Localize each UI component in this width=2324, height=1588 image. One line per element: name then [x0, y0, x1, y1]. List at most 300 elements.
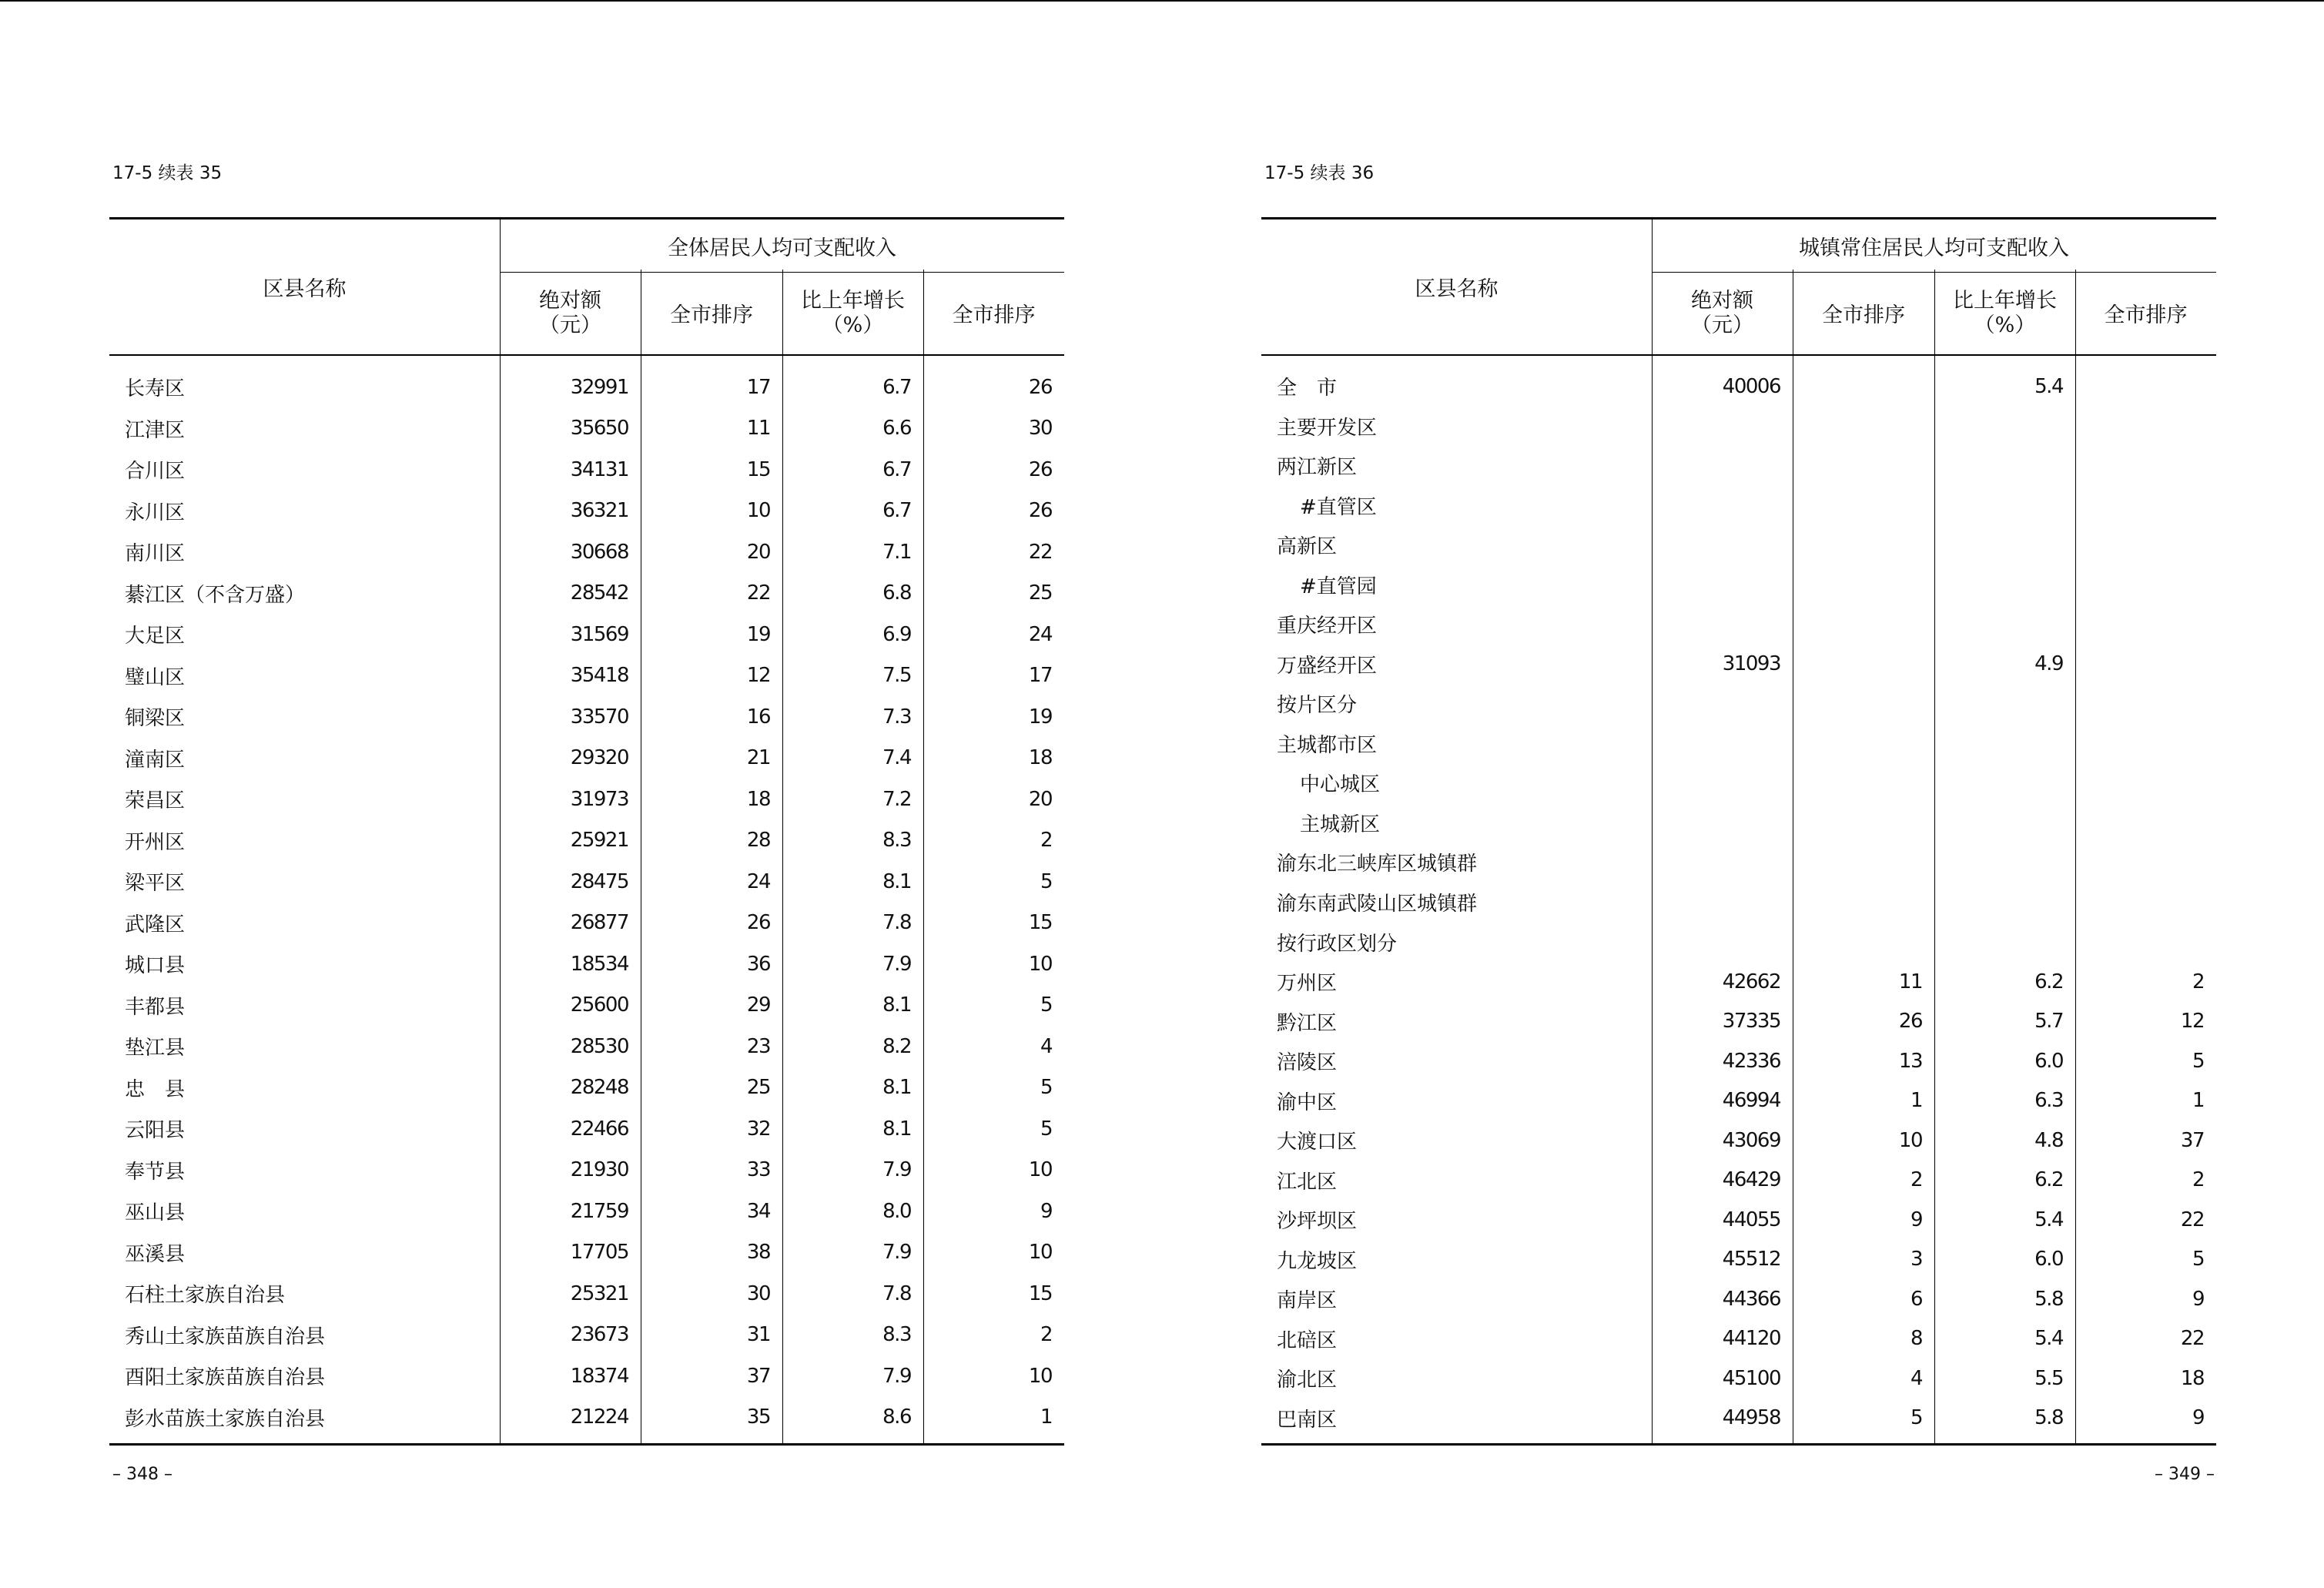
growth-cell: 6.2	[2034, 1168, 2063, 1192]
table-body	[1261, 356, 2216, 1446]
table-row	[1261, 962, 2216, 1002]
region-name-cell: 綦江区（不含万盛）	[125, 583, 306, 607]
rank-cell: 9	[1910, 1208, 1922, 1231]
region-name-cell: 涪陵区	[1277, 1051, 1338, 1075]
table-row	[109, 738, 1064, 779]
growth-cell: 7.3	[882, 705, 911, 729]
growth-cell: 6.8	[882, 581, 911, 605]
table-row	[1261, 1200, 2216, 1240]
absolute-amount-cell: 21224	[570, 1405, 628, 1429]
table-row	[1261, 1318, 2216, 1359]
table-row	[1261, 1279, 2216, 1319]
growth-rank-cell: 5	[2192, 1049, 2204, 1073]
absolute-amount-cell: 40006	[1722, 374, 1780, 398]
table-row	[109, 943, 1064, 985]
absolute-amount-cell: 45512	[1722, 1248, 1780, 1271]
region-name-cell: 江北区	[1277, 1170, 1338, 1194]
growth-rank-cell: 15	[1028, 1281, 1052, 1305]
growth-cell: 7.4	[882, 746, 911, 770]
region-name-cell: 九龙坡区	[1277, 1249, 1358, 1273]
column-rule	[1934, 270, 1935, 1446]
growth-rank-cell: 9	[1040, 1199, 1052, 1223]
absolute-amount-cell: 22466	[570, 1117, 628, 1141]
growth-cell: 8.1	[882, 993, 911, 1017]
growth-cell: 6.7	[882, 375, 911, 399]
growth-cell: 8.3	[882, 829, 911, 853]
page-number: – 349 –	[2155, 1465, 2215, 1484]
table-row	[109, 1232, 1064, 1274]
region-name-header: 区县名称	[1415, 277, 1499, 301]
growth-cell	[1944, 922, 2063, 962]
absolute-amount-cell	[1662, 525, 1780, 565]
region-name-cell: 大足区	[125, 625, 186, 648]
growth-rank-cell: 5	[1040, 1076, 1052, 1100]
absolute-amount-cell: 30668	[570, 540, 628, 564]
growth-cell: 7.9	[882, 1241, 911, 1265]
rank-cell: 10	[746, 499, 770, 523]
growth-rank-cell	[2085, 763, 2204, 803]
absolute-amount-cell	[1662, 763, 1780, 803]
top-border-line	[0, 0, 2324, 2]
table-row	[1261, 367, 2216, 407]
absolute-amount-cell: 28475	[570, 869, 628, 893]
absolute-amount-cell: 31569	[570, 622, 628, 646]
growth-cell: 5.4	[2034, 374, 2063, 398]
growth-rank-cell: 18	[2180, 1366, 2204, 1390]
rank-cell: 21	[746, 746, 770, 770]
rank-cell	[1803, 922, 1922, 962]
region-name-cell: 南岸区	[1277, 1289, 1338, 1313]
absolute-amount-cell: 21930	[570, 1158, 628, 1182]
growth-rank-cell: 10	[1028, 952, 1052, 976]
growth-rank-cell: 12	[2180, 1010, 2204, 1034]
table-row	[109, 820, 1064, 862]
growth-cell	[1944, 486, 2063, 526]
region-name-cell: 主城都市区	[1277, 733, 1378, 757]
table-row	[1261, 843, 2216, 883]
region-name-cell: 巴南区	[1277, 1408, 1338, 1432]
rank-cell: 29	[746, 993, 770, 1017]
growth-cell: 7.9	[882, 1158, 911, 1182]
rank-cell: 17	[746, 375, 770, 399]
growth-cell: 5.4	[2034, 1327, 2063, 1351]
region-name-cell: 高新区	[1277, 535, 1338, 559]
table-header	[1261, 217, 2216, 356]
growth-rank-cell: 1	[1040, 1405, 1052, 1429]
absolute-amount-cell: 46429	[1722, 1168, 1780, 1192]
absolute-amount-cell: 34131	[570, 457, 628, 481]
rank-cell: 11	[1898, 970, 1922, 993]
growth-rank-cell	[2085, 446, 2204, 486]
absolute-amount-cell: 25321	[570, 1281, 628, 1305]
growth-rank-cell: 25	[1028, 581, 1052, 605]
absolute-amount-cell: 31973	[570, 787, 628, 811]
table-row	[109, 1355, 1064, 1397]
region-name-cell: 垫江县	[125, 1037, 186, 1060]
table-row	[109, 1273, 1064, 1315]
region-name-cell: 潼南区	[125, 748, 186, 772]
absolute-amount-cell	[1662, 684, 1780, 724]
absolute-amount-cell: 18374	[570, 1364, 628, 1388]
growth-rank-cell: 22	[1028, 540, 1052, 564]
growth-rank-header: 全市排序	[952, 303, 1036, 327]
rank-cell: 33	[746, 1158, 770, 1182]
growth-cell: 8.3	[882, 1323, 911, 1347]
growth-cell: 8.1	[882, 1076, 911, 1100]
table-row	[109, 1108, 1064, 1150]
region-name-cell: 沙坪坝区	[1277, 1210, 1358, 1234]
rank-cell	[1803, 525, 1922, 565]
growth-cell: 7.8	[882, 911, 911, 935]
rank-cell: 24	[746, 869, 770, 893]
region-name-cell: #直管园	[1300, 575, 1377, 598]
table-row	[1261, 525, 2216, 565]
table-row	[1261, 1001, 2216, 1041]
rank-cell: 11	[746, 417, 770, 441]
table-row	[109, 1026, 1064, 1067]
rank-cell	[1803, 367, 1922, 407]
table-row	[1261, 883, 2216, 923]
region-name-cell: 奉节县	[125, 1160, 186, 1184]
growth-cell: 5.5	[2034, 1366, 2063, 1390]
rank-cell	[1803, 605, 1922, 645]
table-row	[1261, 724, 2216, 764]
table-row	[109, 903, 1064, 944]
growth-rank-cell: 20	[1028, 787, 1052, 811]
growth-cell: 6.3	[2034, 1089, 2063, 1113]
table-row	[1261, 1239, 2216, 1279]
growth-rank-cell	[2085, 367, 2204, 407]
region-name-cell: 主城新区	[1300, 812, 1381, 836]
table-row	[1261, 922, 2216, 962]
growth-cell: 6.0	[2034, 1049, 2063, 1073]
region-name-cell: 合川区	[125, 460, 186, 484]
region-name-cell: 渝东北三峡库区城镇群	[1277, 853, 1478, 876]
region-name-cell: 开州区	[125, 830, 186, 854]
growth-rank-cell	[2085, 645, 2204, 685]
absolute-amount-cell: 36321	[570, 499, 628, 523]
absolute-amount-cell: 28248	[570, 1076, 628, 1100]
rank-cell	[1803, 843, 1922, 883]
table-row	[109, 1191, 1064, 1232]
region-name-cell: 渝中区	[1277, 1090, 1338, 1114]
growth-rank-cell: 17	[1028, 664, 1052, 688]
table-row	[1261, 684, 2216, 724]
absolute-amount-cell: 28542	[570, 581, 628, 605]
growth-cell: 8.6	[882, 1405, 911, 1429]
growth-cell	[1944, 565, 2063, 605]
growth-cell: 6.7	[882, 457, 911, 481]
region-name-cell: 大渡口区	[1277, 1131, 1358, 1154]
absolute-amount-cell: 42662	[1722, 970, 1780, 993]
table-row	[1261, 1359, 2216, 1399]
growth-cell: 8.1	[882, 1117, 911, 1141]
growth-cell: 5.8	[2034, 1287, 2063, 1311]
growth-cell: 8.1	[882, 869, 911, 893]
growth-rank-cell: 4	[1040, 1034, 1052, 1058]
rank-cell: 31	[746, 1323, 770, 1347]
table-row	[109, 1315, 1064, 1356]
rank-cell	[1803, 684, 1922, 724]
region-name-cell: 万盛经开区	[1277, 654, 1378, 678]
absolute-amount-cell	[1662, 407, 1780, 447]
table-row	[109, 779, 1064, 820]
table-row	[109, 614, 1064, 655]
growth-rank-cell: 2	[1040, 1323, 1052, 1347]
region-name-cell: 渝东南武陵山区城镇群	[1277, 892, 1478, 916]
region-name-cell: 城口县	[125, 954, 186, 978]
table-title: 17-5 续表 36	[1264, 163, 1375, 183]
growth-rank-cell	[2085, 486, 2204, 526]
growth-cell	[1944, 525, 2063, 565]
region-name-cell: 按片区分	[1277, 694, 1358, 718]
table-row	[1261, 486, 2216, 526]
region-name-cell: 重庆经开区	[1277, 615, 1378, 638]
absolute-amount-cell: 31093	[1722, 652, 1780, 676]
rank-cell: 5	[1910, 1406, 1922, 1430]
absolute-amount-cell	[1662, 446, 1780, 486]
growth-rank-cell: 10	[1028, 1241, 1052, 1265]
rank-cell: 30	[746, 1281, 770, 1305]
region-name-cell: 忠 县	[125, 1077, 186, 1101]
growth-cell: 6.6	[882, 417, 911, 441]
table-row	[109, 1150, 1064, 1191]
growth-cell	[1944, 883, 2063, 923]
growth-cell: 5.7	[2034, 1010, 2063, 1034]
rank-cell: 34	[746, 1199, 770, 1223]
absolute-amount-cell: 25921	[570, 829, 628, 853]
table-row	[1261, 1121, 2216, 1161]
absolute-amount-cell	[1662, 486, 1780, 526]
rank-cell: 6	[1910, 1287, 1922, 1311]
growth-cell: 4.8	[2034, 1128, 2063, 1152]
table-row	[109, 1397, 1064, 1439]
growth-rank-cell	[2085, 922, 2204, 962]
growth-cell	[1944, 684, 2063, 724]
absolute-amount-cell: 25600	[570, 993, 628, 1017]
rank-cell: 12	[746, 664, 770, 688]
column-rule	[500, 219, 501, 1446]
growth-rank-cell	[2085, 883, 2204, 923]
growth-rank-cell	[2085, 407, 2204, 447]
growth-cell: 6.0	[2034, 1248, 2063, 1271]
table-row	[109, 1067, 1064, 1109]
growth-rank-cell	[2085, 803, 2204, 843]
growth-cell: 6.2	[2034, 970, 2063, 993]
rank-cell	[1803, 803, 1922, 843]
rank-header: 全市排序	[670, 303, 753, 327]
table-row	[109, 696, 1064, 738]
absolute-amount-cell: 28530	[570, 1034, 628, 1058]
growth-cell	[1944, 763, 2063, 803]
column-rule	[782, 270, 783, 1446]
growth-rank-cell: 9	[2192, 1406, 2204, 1430]
column-rule	[923, 270, 924, 1446]
growth-rank-cell: 5	[1040, 869, 1052, 893]
region-name-cell: 梁平区	[125, 872, 186, 896]
region-name-cell: 江津区	[125, 418, 186, 442]
table-row	[109, 655, 1064, 697]
region-name-cell: 云阳县	[125, 1119, 186, 1143]
growth-rank-cell: 5	[1040, 1117, 1052, 1141]
growth-rank-cell: 5	[2192, 1248, 2204, 1271]
region-name-cell: 武隆区	[125, 913, 186, 936]
growth-rank-cell: 22	[2180, 1208, 2204, 1231]
table-row	[1261, 803, 2216, 843]
rank-cell	[1803, 763, 1922, 803]
region-name-cell: 渝北区	[1277, 1369, 1338, 1392]
rank-cell: 37	[746, 1364, 770, 1388]
table-row	[1261, 1398, 2216, 1438]
region-name-cell: 丰都县	[125, 995, 186, 1019]
growth-rank-cell: 2	[1040, 829, 1052, 853]
growth-cell: 5.4	[2034, 1208, 2063, 1231]
growth-rank-cell: 26	[1028, 499, 1052, 523]
rank-cell: 8	[1910, 1327, 1922, 1351]
growth-rank-cell: 30	[1028, 417, 1052, 441]
table-row	[1261, 645, 2216, 685]
growth-rank-cell: 10	[1028, 1364, 1052, 1388]
rank-cell: 2	[1910, 1168, 1922, 1192]
growth-cell: 7.1	[882, 540, 911, 564]
growth-cell: 7.2	[882, 787, 911, 811]
table-row	[109, 573, 1064, 615]
region-name-cell: 璧山区	[125, 665, 186, 689]
growth-cell: 7.5	[882, 664, 911, 688]
income-group-header: 全体居民人均可支配收入	[668, 236, 896, 260]
absolute-amount-header: 绝对额 （元）	[539, 288, 601, 337]
growth-rank-header: 全市排序	[2104, 303, 2188, 327]
growth-cell: 7.8	[882, 1281, 911, 1305]
growth-cell: 6.7	[882, 499, 911, 523]
table-row	[1261, 446, 2216, 486]
growth-cell: 8.2	[882, 1034, 911, 1058]
growth-rank-cell: 1	[2192, 1089, 2204, 1113]
absolute-amount-cell: 45100	[1722, 1366, 1780, 1390]
page-number: – 348 –	[112, 1465, 172, 1484]
rank-cell: 18	[746, 787, 770, 811]
region-name-cell: 按行政区划分	[1277, 932, 1398, 956]
rank-cell: 19	[746, 622, 770, 646]
rank-cell: 4	[1910, 1366, 1922, 1390]
absolute-amount-cell: 33570	[570, 705, 628, 729]
table-row	[1261, 605, 2216, 645]
table-row	[109, 531, 1064, 573]
table-header	[109, 217, 1064, 356]
region-name-cell: 南川区	[125, 542, 186, 566]
rank-cell: 23	[746, 1034, 770, 1058]
growth-cell: 4.9	[2034, 652, 2063, 676]
growth-rank-cell: 26	[1028, 457, 1052, 481]
rank-cell: 28	[746, 829, 770, 853]
region-name-cell: #直管区	[1300, 495, 1377, 519]
rank-cell: 32	[746, 1117, 770, 1141]
growth-header: 比上年增长 （%）	[801, 288, 905, 337]
absolute-amount-cell	[1662, 922, 1780, 962]
rank-cell	[1803, 486, 1922, 526]
column-rule	[1652, 219, 1653, 1446]
rank-cell: 35	[746, 1405, 770, 1429]
column-rule	[2075, 270, 2076, 1446]
table-body	[109, 356, 1064, 1446]
region-name-cell: 两江新区	[1277, 456, 1358, 480]
growth-rank-cell: 18	[1028, 746, 1052, 770]
region-name-header: 区县名称	[263, 277, 347, 301]
table-row	[1261, 407, 2216, 447]
growth-rank-cell: 24	[1028, 622, 1052, 646]
rank-cell: 13	[1898, 1049, 1922, 1073]
rank-cell: 15	[746, 457, 770, 481]
growth-rank-cell	[2085, 843, 2204, 883]
income-group-header: 城镇常住居民人均可支配收入	[1799, 236, 2069, 260]
absolute-amount-cell: 23673	[570, 1323, 628, 1347]
growth-cell	[1944, 446, 2063, 486]
growth-cell: 8.0	[882, 1199, 911, 1223]
rank-cell: 20	[746, 540, 770, 564]
rank-cell: 36	[746, 952, 770, 976]
table-row	[1261, 1080, 2216, 1121]
absolute-amount-cell: 44120	[1722, 1327, 1780, 1351]
absolute-amount-cell: 43069	[1722, 1128, 1780, 1152]
rank-cell	[1803, 407, 1922, 447]
absolute-amount-cell: 44366	[1722, 1287, 1780, 1311]
region-name-cell: 酉阳土家族苗族自治县	[125, 1366, 326, 1390]
rank-header: 全市排序	[1822, 303, 1905, 327]
absolute-amount-cell	[1662, 843, 1780, 883]
absolute-amount-cell: 26877	[570, 911, 628, 935]
region-name-cell: 彭水苗族土家族自治县	[125, 1407, 326, 1431]
growth-rank-cell: 22	[2180, 1327, 2204, 1351]
growth-cell: 7.9	[882, 1364, 911, 1388]
region-name-cell: 巫山县	[125, 1201, 186, 1225]
rank-cell: 10	[1898, 1128, 1922, 1152]
region-name-cell: 铜梁区	[125, 707, 186, 731]
growth-rank-cell: 2	[2192, 1168, 2204, 1192]
absolute-amount-cell: 37335	[1722, 1010, 1780, 1034]
absolute-amount-cell: 17705	[570, 1241, 628, 1265]
rank-cell	[1803, 645, 1922, 685]
rank-cell: 1	[1910, 1089, 1922, 1113]
rank-cell: 16	[746, 705, 770, 729]
region-name-cell: 秀山土家族苗族自治县	[125, 1325, 326, 1348]
rank-cell	[1803, 883, 1922, 923]
region-name-cell: 黔江区	[1277, 1011, 1338, 1035]
table-row	[109, 367, 1064, 408]
absolute-amount-cell	[1662, 803, 1780, 843]
region-name-cell: 永川区	[125, 501, 186, 524]
absolute-amount-cell: 32991	[570, 375, 628, 399]
growth-rank-cell: 26	[1028, 375, 1052, 399]
growth-header: 比上年增长 （%）	[1953, 288, 2057, 337]
table-row	[109, 861, 1064, 903]
growth-rank-cell: 9	[2192, 1287, 2204, 1311]
absolute-amount-cell: 35418	[570, 664, 628, 688]
region-name-cell: 万州区	[1277, 972, 1338, 996]
absolute-amount-cell: 42336	[1722, 1049, 1780, 1073]
growth-rank-cell	[2085, 724, 2204, 764]
region-name-cell: 全 市	[1277, 377, 1338, 400]
absolute-amount-cell: 35650	[570, 417, 628, 441]
growth-rank-cell: 15	[1028, 911, 1052, 935]
rank-cell	[1803, 724, 1922, 764]
region-name-cell: 长寿区	[125, 377, 186, 401]
rank-cell	[1803, 446, 1922, 486]
growth-rank-cell: 10	[1028, 1158, 1052, 1182]
rank-cell: 22	[746, 581, 770, 605]
growth-rank-cell	[2085, 605, 2204, 645]
growth-rank-cell: 37	[2180, 1128, 2204, 1152]
table-row	[109, 449, 1064, 491]
